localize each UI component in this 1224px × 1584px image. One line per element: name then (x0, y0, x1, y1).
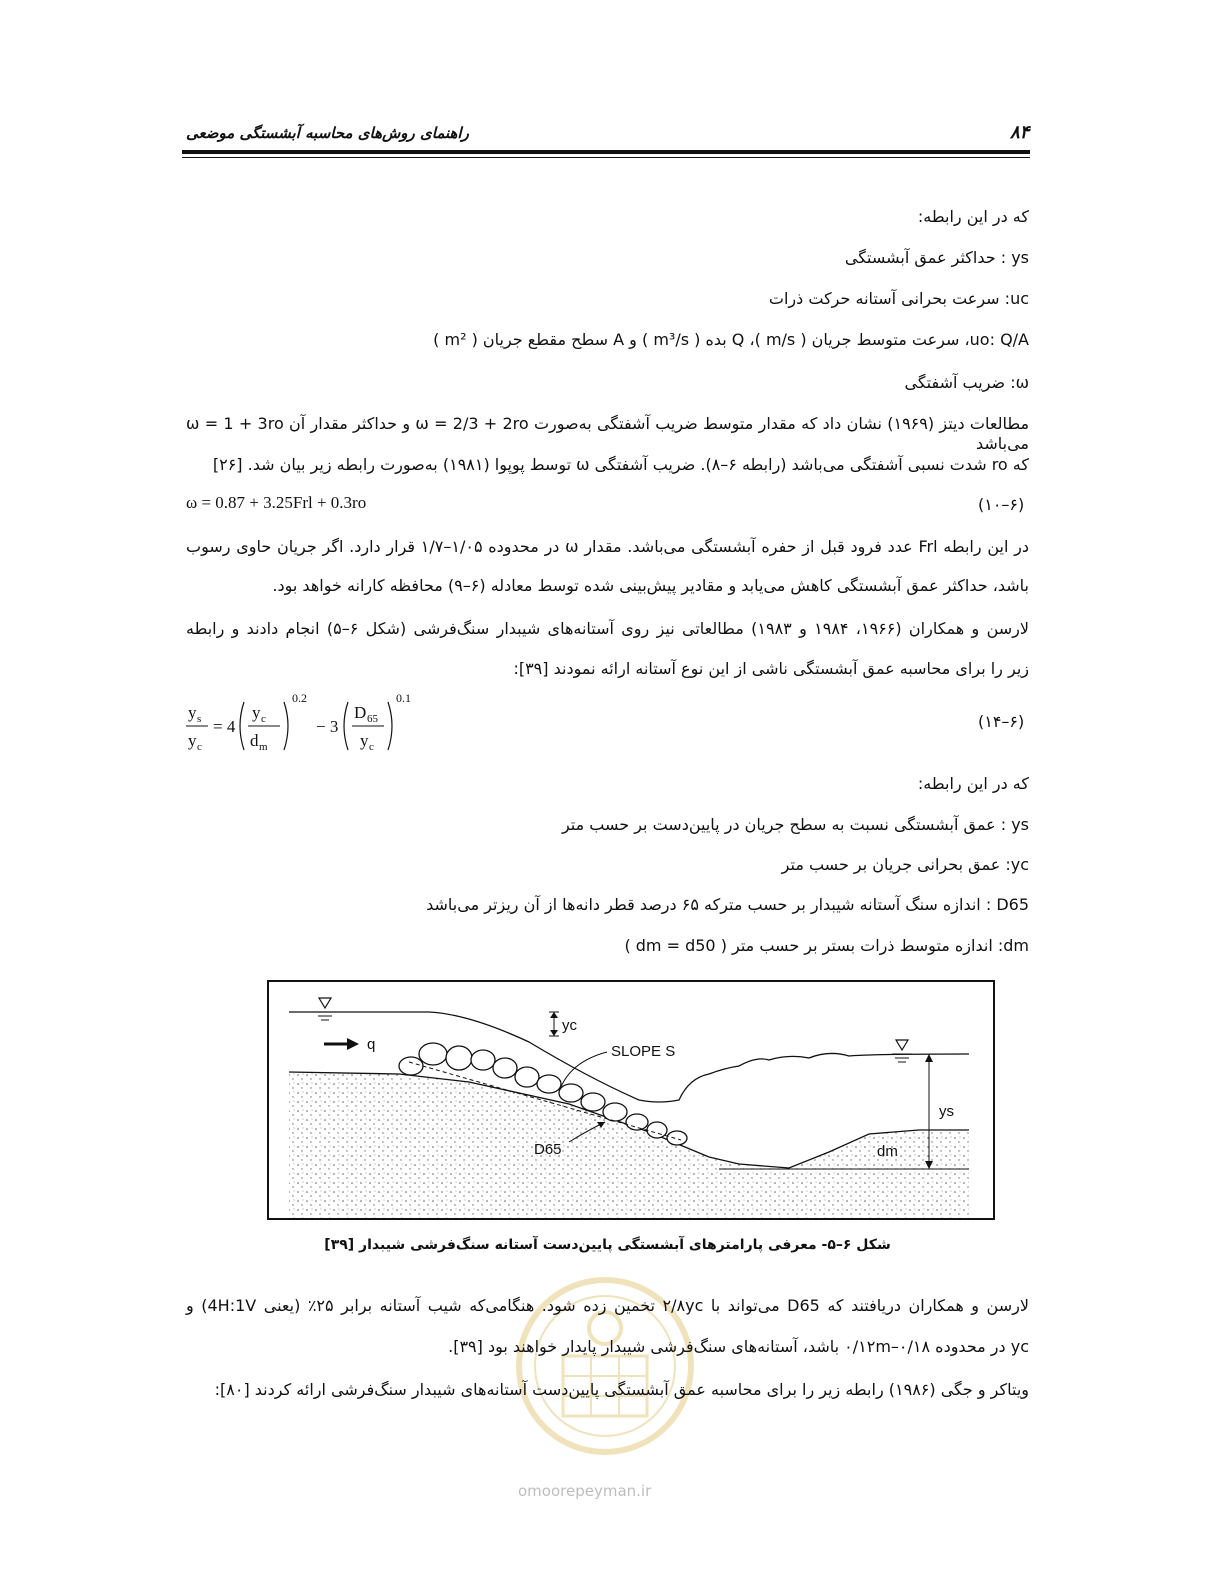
svg-text:d: d (250, 731, 259, 750)
para2-line2: باشد، حداکثر عمق آبشستگی کاهش می‌یابد و مقادیر پیش‌بینی شده توسط معادله (۶–۹) محافظه کارانه خواهد بود. (272, 576, 1029, 595)
figure-label-yc: yc (562, 1017, 577, 1034)
svg-text:0.1: 0.1 (396, 691, 411, 705)
figure-diagram (269, 982, 993, 1218)
def-ys: ys : حداکثر عمق آبشستگی (844, 248, 1029, 267)
defs2-intro: که در این رابطه: (917, 774, 1029, 793)
svg-text:s: s (197, 713, 202, 725)
svg-text:c: c (369, 741, 374, 753)
svg-text:D: D (354, 703, 367, 722)
para4-line2: yc در محدوده ۰/۱۸–۰/۱۲m باشد، آستانه‌های سنگ‌فرشی شیبدار پایدار خواهند بود [۳۹]. (448, 1337, 1029, 1356)
def-uo: uo: Q/A، سرعت متوسط جریان ( m/s )، Q بده ( m³/s ) و A سطح مقطع جریان ( m² ) (433, 330, 1029, 349)
para3-line2: زیر را برای محاسبه عمق آبشستگی ناشی از این نوع آستانه ارائه نمودند [۳۹]: (513, 659, 1029, 678)
svg-text:y: y (360, 731, 369, 750)
figure-label-slope: SLOPE S (611, 1043, 676, 1060)
para4-line3: ویتاکر و جگی (۱۹۸۶) رابطه زیر را برای محاسبه عمق آبشستگی پایین‌دست آستانه‌های شیبدار سنگ‌فرشی ارائه کردند [۸۰]: (214, 1380, 1029, 1399)
def-uc: uc: سرعت بحرانی آستانه حرکت ذرات (768, 289, 1029, 308)
para1-line2: که ro شدت نسبی آشفتگی می‌باشد (رابطه ۶–۸). ضریب آشفتگی ω توسط پوپوا (۱۹۸۱) به‌صورت رابطه زیر بیان شد. [۲۶] (212, 455, 1029, 474)
figure-label-dm: dm (877, 1143, 898, 1160)
svg-text:y: y (188, 703, 197, 722)
svg-text:= 4: = 4 (213, 717, 236, 736)
def2-yc: yc: عمق بحرانی جریان بر حسب متر (781, 855, 1029, 874)
svg-text:− 3: − 3 (316, 717, 339, 736)
def2-ys: ys : عمق آبشستگی نسبت به سطح جریان در پایین‌دست بر حسب متر (561, 815, 1029, 834)
header-rule-thin (182, 157, 1030, 158)
svg-text:c: c (197, 741, 202, 753)
svg-text:m: m (259, 741, 268, 753)
svg-text:c: c (261, 713, 266, 725)
figure-label-q: q (367, 1036, 376, 1053)
equation-14-number: (۱۴–۶) (978, 712, 1025, 731)
svg-text:65: 65 (367, 713, 378, 725)
equation-10-number: (۱۰–۶) (978, 495, 1025, 514)
para1-line1: مطالعات دیتز (۱۹۶۹) نشان داد که مقدار متوسط ضریب آشفتگی به‌صورت ω = 2/3 + 2ro و حداکثر مقدار آن ω = 1 + 3ro می‌باشد (186, 414, 1030, 453)
defs1-intro: که در این رابطه: (917, 207, 1029, 226)
watermark-url: omoorepeyman.ir (518, 1482, 652, 1500)
svg-text:0.2: 0.2 (292, 691, 307, 705)
page-number: ۸۴ (1010, 122, 1030, 143)
running-title: راهنمای روش‌های محاسبه آبشستگی موضعی (186, 124, 469, 142)
header-rule-thick (182, 150, 1030, 154)
def2-dm: dm: اندازه متوسط ذرات بستر بر حسب متر ( dm = d50 ) (624, 936, 1029, 955)
para4-line1: لارسن و همکاران دریافتند که D65 می‌تواند با ۲/۸yc تخمین زده شود. هنگامی‌که شیب آستانه برابر ۲۵٪ (یعنی 4H:1V) و (186, 1296, 1029, 1315)
para2-line1: در این رابطه Frl عدد فرود قبل از حفره آبشستگی می‌باشد. مقدار ω در محدوده ۱/۰۵–۱/۷ قرار دارد. اگر جریان حاوی رسوب (186, 537, 1030, 556)
equation-14-typeset (180, 688, 440, 760)
def2-d65: D65 : اندازه سنگ آستانه شیبدار بر حسب مترکه ۶۵ درصد قطر دانه‌ها از آن ریزتر می‌باشد (426, 895, 1029, 914)
figure-label-d65: D65 (534, 1141, 562, 1158)
def-omega: ω: ضریب آشفتگی (904, 373, 1029, 392)
svg-text:y: y (252, 703, 261, 722)
figure-caption: شکل ۶–۵- معرفی پارامترهای آبشستگی پایین‌دست آستانه سنگ‌فرشی شیبدار [۳۹] (324, 1237, 891, 1253)
equation-10-formula: ω = 0.87 + 3.25Frl + 0.3ro (186, 493, 367, 512)
figure-label-ys: ys (939, 1103, 954, 1120)
para3-line1: لارسن و همکاران (۱۹۶۶، ۱۹۸۴ و ۱۹۸۳) مطالعاتی نیز روی آستانه‌های شیبدار سنگ‌فرشی (شکل ۶–۵) انجام دادند و رابطه (186, 619, 1030, 638)
svg-text:y: y (188, 731, 197, 750)
